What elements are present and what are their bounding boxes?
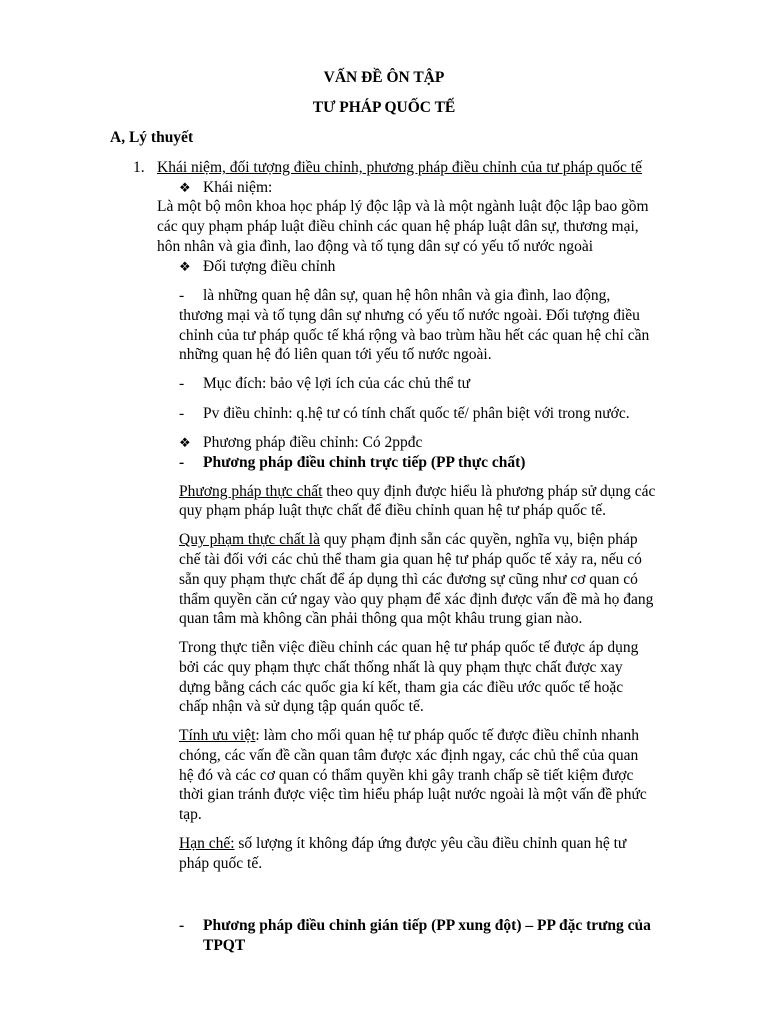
uu-viet-line: chóng, các vấn đề cần quan tâm được xác định ngay, các chủ thể của quan [179, 747, 639, 764]
dash-bullet: - [179, 375, 185, 392]
doi-tuong-line: thương mại và tố tụng dân sự nhưng có yếu tố nước ngoài. Đối tượng điều [179, 307, 640, 324]
list-item-1-text: Khái niệm, đối tượng điều chỉnh, phương pháp điều chỉnh của tư pháp quốc tế [157, 159, 642, 176]
doi-tuong-line: là những quan hệ dân sự, quan hệ hôn nhân và gia đình, lao động, [203, 287, 611, 304]
doi-tuong-line: những quan hệ đó liên quan tới yếu tố nước ngoài. [179, 346, 492, 363]
doc-title: VẤN ĐỀ ÔN TẬP [323, 69, 445, 86]
pp-gian-tiep-heading: TPQT [203, 937, 246, 954]
qp-thuc-chat-line: thẩm quyền căn cứ ngay vào quy phạm để xác định được vấn đề mà họ đang [179, 591, 654, 608]
uu-viet-line: hệ đó và các cơ quan có thẩm quyền khi gây tranh chấp sẽ tiết kiệm được [179, 767, 634, 784]
han-che-line [179, 834, 626, 854]
uu-viet-term: Tính ưu việt [179, 727, 256, 744]
uu-viet-line [179, 726, 639, 746]
thuc-tien-line: Trong thực tiễn việc điều chỉnh các quan hệ tư pháp quốc tế được áp dụng [179, 639, 639, 656]
dash-bullet: - [179, 454, 185, 471]
qp-thuc-chat-line [179, 530, 638, 550]
pp-gian-tiep-heading: Phương pháp điều chỉnh gián tiếp (PP xung đột) – PP đặc trưng của [203, 917, 651, 934]
dash-bullet: - [179, 287, 185, 304]
pv-dieu-chinh-text: Pv điều chỉnh: q.hệ tư có tính chất quốc tế/ phân biệt với trong nước. [203, 405, 630, 422]
muc-dich-text: Mục đích: bảo vệ lợi ích của các chủ thể tư [203, 375, 471, 392]
pp-thuc-chat-line: quy phạm pháp luật thực chất để điều chỉnh quan hệ tư pháp quốc tế. [179, 502, 606, 519]
doi-tuong-line: chỉnh của tư pháp quốc tế khá rộng và bao trùm hầu hết các quan hệ chỉ cần [179, 327, 650, 344]
section-heading-a: A, Lý thuyết [110, 129, 194, 146]
pp-truc-tiep-heading: Phương pháp điều chỉnh trực tiếp (PP thực chất) [203, 454, 526, 471]
thuc-tien-line: bởi các quy phạm thực chất thống nhất là quy phạm thực chất được xay [179, 659, 623, 676]
doc-subtitle: TƯ PHÁP QUỐC TẾ [312, 99, 456, 116]
khai-niem-label: Khái niệm: [203, 179, 273, 196]
doi-tuong-label: Đối tượng điều chỉnh [203, 258, 336, 275]
diamond-bullet-icon: ❖ [179, 180, 191, 195]
diamond-bullet-icon: ❖ [179, 435, 191, 450]
uu-viet-line: tạp. [179, 806, 202, 823]
thuc-tien-line: chấp nhận và sử dụng tập quán quốc tế. [179, 698, 424, 715]
qp-thuc-chat-text: quy phạm định sẵn các quyền, nghĩa vụ, biện pháp [319, 531, 638, 548]
dash-bullet: - [179, 405, 185, 422]
khai-niem-line: các quy phạm pháp luật điều chỉnh các quan hệ pháp luật dân sự, thương mại, [157, 218, 639, 235]
pp-thuc-chat-line [179, 482, 655, 502]
thuc-tien-line: dựng bằng cách các quốc gia kí kết, tham gia các điều ước quốc tế hoặc [179, 679, 624, 696]
qp-thuc-chat-line: quan tâm mà không cần phải thông qua một khâu trung gian nào. [179, 610, 583, 627]
qp-thuc-chat-line: chế tài đối với các chủ thể tham gia quan hệ tư pháp quốc tế xảy ra, nếu có [179, 551, 642, 568]
qp-thuc-chat-line: sẵn quy phạm thực chất để áp dụng thì các đương sự cũng như cơ quan có [179, 571, 638, 588]
phuong-phap-label: Phương pháp điều chỉnh: Có 2ppđc [203, 434, 423, 451]
pp-thuc-chat-text: theo quy định được hiểu là phương pháp sử dụng các [322, 483, 656, 500]
qp-thuc-chat-term: Quy phạm thực chất là [179, 531, 320, 548]
khai-niem-line: Là một bộ môn khoa học pháp lý độc lập và là một ngành luật độc lập bao gồm [157, 198, 649, 215]
han-che-line: pháp quốc tế. [179, 855, 263, 872]
diamond-bullet-icon: ❖ [179, 259, 191, 274]
han-che-term: Hạn chế: [179, 835, 235, 852]
uu-viet-line: thời gian tránh được việc tìm hiểu pháp luật nước ngoài là một vấn đề phức [179, 786, 647, 803]
khai-niem-line: hôn nhân và gia đình, lao động và tố tụng dân sự có yếu tố nước ngoài [157, 238, 594, 255]
han-che-text: số lượng ít không đáp ứng được yêu cầu điều chỉnh quan hệ tư [234, 835, 627, 852]
pp-thuc-chat-term: Phương pháp thực chất [179, 483, 323, 500]
dash-bullet: - [179, 917, 185, 934]
uu-viet-text: : làm cho mối quan hệ tư pháp quốc tế được điều chỉnh nhanh [255, 727, 639, 744]
list-number-1: 1. [133, 159, 145, 176]
